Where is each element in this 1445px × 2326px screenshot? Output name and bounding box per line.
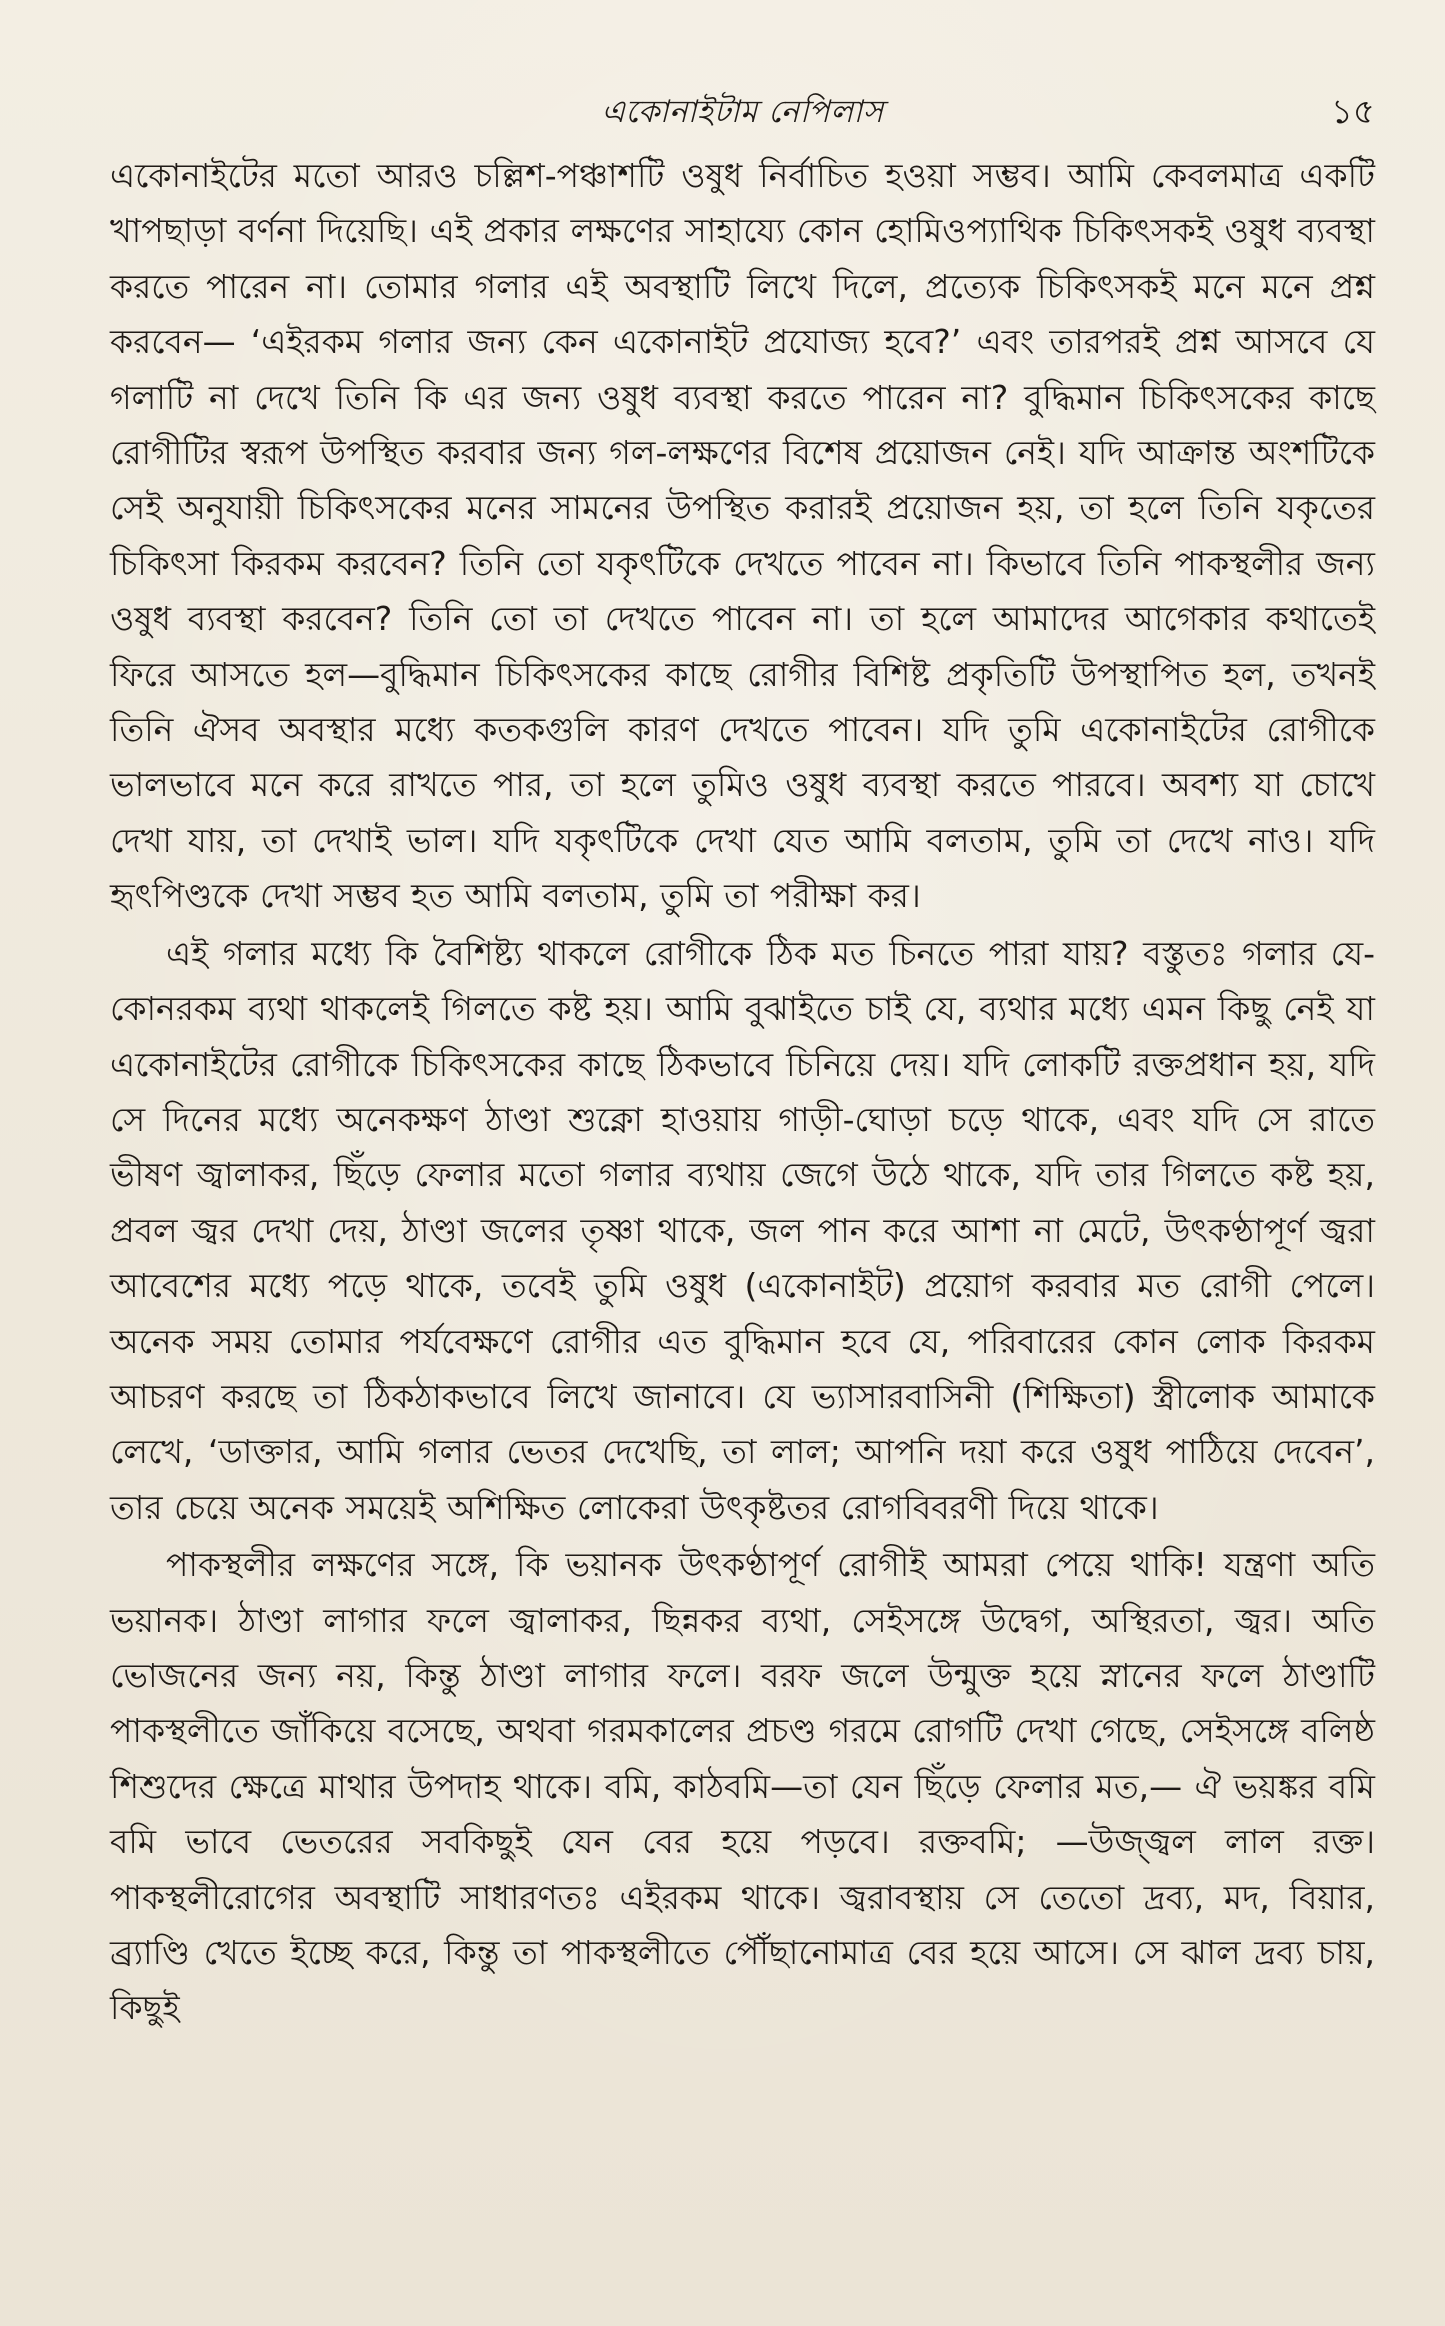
paragraph-3: পাকস্থলীর লক্ষণের সঙ্গে, কি ভয়ানক উৎকণ্ঠাপূর্ণ রোগীই আমরা পেয়ে থাকি! যন্ত্রণা অতি ভয়ানক। ঠাণ্ডা লাগার ফলে জ্বালাকর, ছিন্নকর ব্যথা, সেইসঙ্গে উদ্বেগ, অস্থিরতা, জ্বর। অতি ভোজনের জন্য নয়, কিন্তু ঠাণ্ডা লাগার ফলে। বরফ জলে উন্মুক্ত হয়ে স্নানের ফলে ঠাণ্ডাটি পাকস্থলীতে জাঁকিয়ে বসেছে, অথবা গরমকালের প্রচণ্ড গরমে রোগটি দেখা গেছে, সেইসঙ্গে বলিষ্ঠ শিশুদের ক্ষেত্রে মাথার উপদাহ থাকে। বমি, কাঠবমি—তা যেন ছিঁড়ে ফেলার মত,— ঐ ভয়ঙ্কর বমি বমি ভাবে ভেতরের সবকিছুই যেন বের হয়ে পড়বে। রক্তবমি; —উজ্জ্বল লাল রক্ত। পাকস্থলীরোগের অবস্থাটি সাধারণতঃ এইরকম থাকে। জ্বরাবস্থায় সে তেতো দ্রব্য, মদ, বিয়ার, ব্র্যাণ্ডি খেতে ইচ্ছে করে, কিন্তু তা পাকস্থলীতে পৌঁছানোমাত্র বের হয়ে আসে। সে ঝাল দ্রব্য চায়, কিছুই — [110, 1545, 1375, 2028]
page-number: ১৫ — [1330, 92, 1375, 132]
page-header — [110, 84, 1375, 140]
paragraph-1: একোনাইটের মতো আরও চল্লিশ-পঞ্চাশটি ওষুধ নির্বাচিত হওয়া সম্ভব। আমি কেবলমাত্র একটি খাপছাড়া বর্ণনা দিয়েছি। এই প্রকার লক্ষণের সাহায্যে কোন হোমিওপ্যাথিক চিকিৎসকই ওষুধ ব্যবস্থা করতে পারেন না। তোমার গলার এই অবস্থাটি লিখে দিলে, প্রত্যেক চিকিৎসকই মনে মনে প্রশ্ন করবেন— ‘এইরকম গলার জন্য কেন একোনাইট প্রযোজ্য হবে?’ এবং তারপরই প্রশ্ন আসবে যে গলাটি না দেখে তিনি কি এর জন্য ওষুধ ব্যবস্থা করতে পারেন না? বুদ্ধিমান চিকিৎসকের কাছে রোগীটির স্বরূপ উপস্থিত করবার জন্য গল-লক্ষণের বিশেষ প্রয়োজন নেই। যদি আক্রান্ত অংশটিকে সেই অনুযায়ী চিকিৎসকের মনের সামনের উপস্থিত করারই প্রয়োজন হয়, তা হলে তিনি যকৃতের চিকিৎসা কিরকম করবেন? তিনি তো যকৃৎটিকে দেখতে পাবেন না। কিভাবে তিনি পাকস্থলীর জন্য ওষুধ ব্যবস্থা করবেন? তিনি তো তা দেখতে পাবেন না। তা হলে আমাদের আগেকার কথাতেই ফিরে আসতে হল—বুদ্ধিমান চিকিৎসকের কাছে রোগীর বিশিষ্ট প্রকৃতিটি উপস্থাপিত হল, তখনই তিনি ঐসব অবস্থার মধ্যে কতকগুলি কারণ দেখতে পাবেন। যদি তুমি একোনাইটের রোগীকে ভালভাবে মনে করে রাখতে পার, তা হলে তুমিও ওষুধ ব্যবস্থা করতে পারবে। অবশ্য যা চোখে দেখা যায়, তা দেখাই ভাল। যদি যকৃৎটিকে দেখা যেত আমি বলতাম, তুমি তা দেখে নাও। যদি হৃৎপিণ্ডকে দেখা সম্ভব হত আমি বলতাম, তুমি তা পরীক্ষা কর। — [110, 156, 1375, 916]
paragraph-2: এই গলার মধ্যে কি বৈশিষ্ট্য থাকলে রোগীকে ঠিক মত চিনতে পারা যায়? বস্তুতঃ গলার যে-কোনরকম ব্যথা থাকলেই গিলতে কষ্ট হয়। আমি বুঝাইতে চাই যে, ব্যথার মধ্যে এমন কিছু নেই যা একোনাইটের রোগীকে চিকিৎসকের কাছে ঠিকভাবে চিনিয়ে দেয়। যদি লোকটি রক্তপ্রধান হয়, যদি সে দিনের মধ্যে অনেকক্ষণ ঠাণ্ডা শুক্নো হাওয়ায় গাড়ী-ঘোড়া চড়ে থাকে, এবং যদি সে রাতে ভীষণ জ্বালাকর, ছিঁড়ে ফেলার মতো গলার ব্যথায় জেগে উঠে থাকে, যদি তার গিলতে কষ্ট হয়, প্রবল জ্বর দেখা দেয়, ঠাণ্ডা জলের তৃষ্ণা থাকে, জল পান করে আশা না মেটে, উৎকণ্ঠাপূর্ণ জ্বরা আবেশের মধ্যে পড়ে থাকে, তবেই তুমি ওষুধ (একোনাইট) প্রয়োগ করবার মত রোগী পেলে। অনেক সময় তোমার পর্যবেক্ষণে রোগীর এত বুদ্ধিমান হবে যে, পরিবারের কোন লোক কিরকম আচরণ করছে তা ঠিকঠাকভাবে লিখে জানাবে। যে ভ্যাসারবাসিনী (শিক্ষিতা) স্ত্রীলোক আমাকে লেখে, ‘ডাক্তার, আমি গলার ভেতর দেখেছি, তা লাল; আপনি দয়া করে ওষুধ পাঠিয়ে দেবেন’, তার চেয়ে অনেক সময়েই অশিক্ষিত লোকেরা উৎকৃষ্টতর রোগবিবরণী দিয়ে থাকে। — [110, 933, 1375, 1527]
running-title: একোনাইটাম নেপিলাস — [601, 94, 884, 130]
body-text — [110, 148, 1375, 2036]
